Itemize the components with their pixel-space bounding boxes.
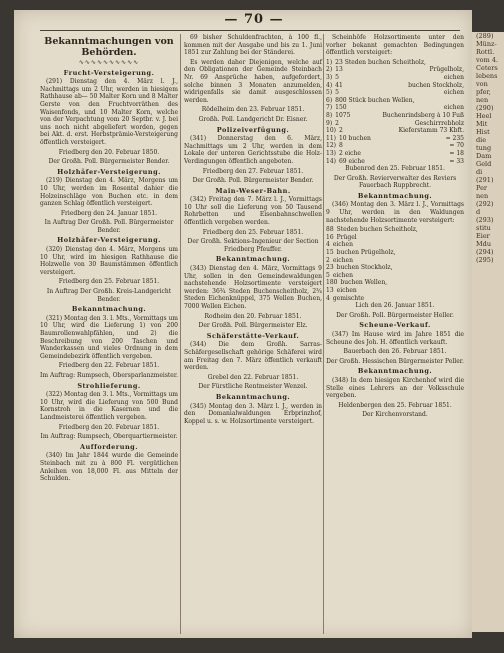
list-item-text: 41 [335, 81, 343, 89]
signature-line: Der Großh. Hessischen Bürgermeister Peller. [326, 357, 464, 365]
adjacent-text-fragment: Rottl. [476, 48, 495, 56]
signature-line: Der Fürstliche Rentmeister Wenzel. [198, 383, 308, 391]
section-title: Bekanntmachungen von Behörden. [44, 36, 174, 58]
list-item [326, 226, 464, 234]
adjacent-page-edge [472, 32, 504, 632]
adjacent-text-fragment: Per [476, 184, 488, 192]
column-2-blocks [184, 34, 322, 425]
notice-paragraph: (342) Freitag den 7. März l. J., Vormittags 10 Uhr soll die Lieferung von 50 Tausend Rohrbetten und Eisenbahnschwellen öffentlich vergeben werden. [184, 196, 322, 227]
list-item [326, 241, 464, 249]
list-item-number: 15 [326, 249, 334, 257]
list-item-text: 10 buchen [338, 134, 371, 142]
list-item [326, 120, 464, 128]
list-item-text: buchen Prügelholz, [336, 249, 396, 257]
signature-line: Friedberg den 25. Februar 1851. [202, 228, 304, 236]
signature-line: Friedberg den 22. Februar 1851. [58, 362, 160, 370]
list-item [326, 112, 464, 120]
column-3 [326, 34, 464, 421]
list-item-text: 800 Stück buchen Wellen, [335, 96, 415, 104]
notice-paragraph: Es werden daher Diejenigen, welche auf den Obligationen der Gemeinde Steinbach Nr. 69 Ansprüche haben, aufgefordert, solche binnen 3 Monaten anzumelden, widrigenfalls sie damit ausgeschlossen werden. [184, 58, 322, 104]
adjacent-text-fragment: d [476, 208, 481, 216]
section-heading: Schäferstätte-Verkauf. [206, 331, 300, 340]
list-item-text: Steden buchen Scheitholz, [336, 226, 418, 234]
list-item-number: 12) [326, 142, 336, 150]
list-item-text: 150 [335, 104, 347, 112]
signature-line: Der Großh. Poll. Bürgermeister Elz. [198, 322, 308, 330]
title-ornament: ∿∿∿∿∿∿∿∿∿∿ [78, 59, 140, 66]
section-heading: Bekanntmachung. [215, 392, 291, 401]
notice-paragraph: Scheinhöfe Holzsortimente unter den vorher bekannt gemachten Bedingungen öffentlich versteigert: [326, 34, 464, 57]
signature-line: Der Großh. Sektions-Ingenieur der Section Friedberg Pfeuffer. [187, 238, 319, 253]
adjacent-text-fragment: nen [476, 192, 489, 200]
adjacent-text-fragment: pfer, [476, 88, 491, 96]
adjacent-text-fragment: Münz- [476, 40, 497, 48]
list-item-detail: Prügelholz, [429, 66, 464, 74]
list-item-text: eichen [332, 271, 353, 279]
notice-paragraph: (320) Dienstag den 4. März, Morgens um 10 Uhr, wird im hiesigen Rathhause die Holzwelle von 30 Baumstämmen öffentlich versteigert. [40, 246, 178, 276]
list-item-detail: buchen Stockholz, [408, 81, 464, 89]
notice-paragraph: (219) Dienstag den 4. März, Morgens um 10 Uhr, werden im Rosental dahier die Holzeinschläge von Buchen etc. in dem ganzen Schlag öffentlich versteigert. [40, 177, 178, 208]
list-item-number: 5) [326, 89, 333, 97]
adjacent-text-fragment: di [476, 168, 483, 176]
adjacent-text-fragment: Heel [476, 112, 492, 120]
notice-paragraph: (340) Im Jahr 1844 wurde die Gemeinde Steinbach mit zu à 800 Fl. vergütlichen Anleihen von 18,000 Fl. aus Mitteln der Schulden. [40, 452, 178, 483]
signature-line: Heldenbergen den 25. Februar 1851. [338, 401, 452, 409]
list-item-number: 7) [326, 104, 333, 112]
signature-line: Friedberg den 25. Februar 1851. [58, 278, 160, 286]
notice-paragraph: (344) Die dem Großh. Sarras-Schäfergesellschaft gehörige Schäferei wird am Freitag den 7. März öffentlich verkauft werden. [184, 341, 322, 372]
list-item [326, 82, 464, 90]
adjacent-text-fragment: lebens [476, 72, 498, 80]
column-2 [184, 34, 322, 427]
list-item-number: 5 [326, 271, 330, 279]
list-item-text: eichen [336, 287, 357, 294]
list-item [326, 74, 464, 82]
section-heading: Aufforderung. [80, 442, 138, 451]
list-item-text: Prügel [336, 233, 357, 241]
notice-paragraph: (343) Dienstag den 4. März, Vormittags 9 Uhr, sollen in den Gemeindewaldungen nachstehende Holzsortimente versteigert werden: 36¾ Steden Buchenscheitholz, 2¾ Steden Eichenknüppel, 375 Wellen Buchen, 7000 Wellen Eichen. [184, 265, 322, 310]
list-item [326, 295, 464, 303]
list-item-number: 2) [326, 66, 333, 74]
list-item-detail: eichen [443, 73, 464, 81]
list-item [326, 264, 464, 272]
list-item [326, 66, 464, 74]
section-heading: Holzhäfer-Versteigerung. [57, 167, 161, 176]
adjacent-text-fragment: die [476, 136, 487, 144]
list-item [326, 59, 464, 67]
list-item-number: 11) [326, 134, 336, 142]
list-item-detail: = 70 [449, 142, 464, 150]
signature-line: Rodheim den 20. Februar 1851. [204, 312, 302, 320]
signature-line: Friedberg den 20. Februar 1850. [58, 148, 160, 156]
section-heading: Polizeiverfügung. [216, 125, 290, 134]
adjacent-text-fragment: (290) [476, 104, 494, 112]
signature-line: Friedberg den 24. Januar 1851. [60, 209, 158, 217]
list-item [326, 135, 464, 143]
list-item-detail: eichen [443, 104, 464, 112]
adjacent-text-fragment: Eier [476, 232, 490, 240]
section-heading: Holzhäfer-Versteigerung. [57, 236, 161, 245]
list-item-number: 4 [326, 241, 330, 249]
list-item-number: 13) [326, 149, 336, 157]
signature-line: Lich den 26. Januar 1851. [355, 302, 435, 310]
column-separator [323, 34, 324, 634]
notice-paragraph: (345) Montag den 3. März l. J., werden in den Domanialwaldungen Erbprinzhof, Koppel u. s. w. Holzsortimente versteigert. [184, 402, 322, 425]
signature-line: Der Kirchenvorstand. [362, 411, 428, 419]
section-heading: Frucht-Versteigerung. [63, 68, 155, 77]
list-item-text: 5 [335, 89, 339, 97]
notice-paragraph: 69 bisher Schuldenfrachten, à 100 fl., kommen mit der Ausgabe und bis zu 1. Juni 1851 zur Zahlung bei der Ständerei. [184, 34, 322, 57]
notice-paragraph: (348) In dem hiesigen Kirchenhof wird die Stelle eines Lehrers an der Volksschule vergeben. [326, 376, 464, 400]
list-item-number: 8) [326, 111, 333, 119]
list-item-number: 23 [326, 264, 334, 272]
signature-line: Der Großh. Poll. Bürgermeister Bender. [48, 158, 170, 166]
signature-line: Der Großh. Revierverwalter des Reviers Fauerbach Ruppbrecht. [333, 174, 457, 190]
list-item-number: 4 [326, 294, 330, 302]
list-item [326, 142, 464, 150]
adjacent-text-fragment: (292) [476, 200, 494, 208]
signature-line: Bauerbach den 26. Februar 1851. [343, 348, 447, 356]
list-item-detail: = 33 [449, 157, 464, 165]
adjacent-page-fragments [472, 32, 504, 264]
list-item-number: 9) [326, 119, 333, 127]
signature-line: In Auftrag Der Großh. Kreis-Landgericht Bender. [46, 288, 172, 303]
list-item-text: buchen Wellen, [340, 279, 388, 287]
list-item-text: 69 eiche [338, 157, 365, 165]
list-item-text: 13 [335, 66, 343, 74]
list-item-number: 14) [326, 157, 336, 165]
section-heading: Main-Weser-Bahn. [215, 186, 291, 195]
list-item [326, 150, 464, 158]
column-1 [40, 34, 178, 485]
section-heading: Scheune-Verkauf. [359, 321, 431, 330]
list-item [326, 272, 464, 280]
notice-paragraph: (347) Im Hause wird im Jahre 1851 die Scheune des Joh. H. öffentlich verkauft. [326, 330, 464, 346]
signature-line: Der Großh. Poll. Bürgermeister Bender. [192, 177, 314, 185]
adjacent-text-fragment: Mit [476, 120, 488, 128]
adjacent-text-fragment: von [476, 80, 488, 88]
adjacent-text-fragment: Dam [476, 152, 492, 160]
signature-line: Großh. Poll. Landgericht Dr. Eisner. [198, 115, 308, 123]
column-separator [180, 34, 181, 634]
section-heading: Bekanntmachung. [357, 367, 433, 376]
list-item-detail: = 18 [449, 149, 464, 157]
section-heading: Strohlieferung. [77, 381, 141, 390]
column-1-blocks [40, 70, 178, 483]
adjacent-text-fragment: Geld [476, 160, 492, 168]
list-item [326, 104, 464, 112]
section-heading: Bekanntmachung. [357, 191, 433, 200]
section-heading: Bekanntmachung. [215, 255, 291, 264]
adjacent-text-fragment: (294) [476, 248, 494, 256]
list-item [326, 249, 464, 257]
list-item [326, 287, 464, 295]
header-rule [40, 30, 460, 31]
adjacent-text-fragment: (293) [476, 216, 494, 224]
notice-paragraph: (291) Dienstag den 4. März l. J., Nachmittags um 2 Uhr, werden in hiesigem Rathhause ab— 50 Malter Korn und 8 Malter Gerste von den Fruchtvorräthen des Waisenfonds, und 10 Malter Korn, welche von der Verpachtung vom 20 Septbr. v. J. bei uns noch nicht abgeliefert worden, gegen bei Akt. d. erst. Herbstprämie-Versteigerung öffentlich versteigert. [40, 78, 178, 146]
list-item-text: eichen [332, 256, 353, 264]
list-item-text: 1075 [335, 111, 351, 119]
page-number: — 70 — [224, 12, 284, 27]
signature-line: Grebel den 22. Februar 1851. [207, 373, 299, 381]
signature-line: Im Auftrag: Rumpsech, Obersparlanzmeister. [40, 371, 178, 379]
list-item-text: buchen Stockholz, [336, 264, 393, 272]
notice-paragraph: (322) Montag den 3. l. Mts., Vormittags um 10 Uhr, wird die Lieferung von 500 Bund Kornstroh in die Kasernen und die Landmeisterei öffentlich vergeben. [40, 391, 178, 421]
list-item [326, 257, 464, 265]
list-item-text: eichen [332, 241, 353, 249]
newspaper-page [14, 10, 472, 638]
list-item-number: 1) [326, 58, 333, 66]
list-item-detail: = 235 [445, 134, 464, 142]
list-item-text: 5 [335, 73, 339, 81]
notice-paragraph: (346) Montag den 3. März l. J., Vormittags 9 Uhr, werden in den Waldungen nachstehende Holzsortimente versteigert: [326, 201, 464, 224]
signature-line: Rödelheim den 23. Februar 1851. [201, 106, 305, 114]
notice-paragraph: (341) Donnerstag den 6. März, Nachmittags um 2 Uhr, werden in dem Lokale der unteren Gerichtsstube die Holz-Verdingungen öffentlich angeboten. [184, 135, 322, 165]
list-item-number: 180 [326, 279, 338, 287]
list-item-number: 3) [326, 73, 333, 81]
list-item [326, 158, 464, 166]
list-item-detail: Geschirrrebholz [414, 119, 464, 127]
list-item-text: 2 [338, 127, 343, 135]
signature-line: Friedberg den 20. Februar 1851. [58, 423, 160, 431]
list-item-number: 4) [326, 81, 333, 89]
list-item [326, 234, 464, 242]
list-item [326, 127, 464, 135]
list-item [326, 97, 464, 105]
list-item-number: 13 [326, 287, 334, 294]
adjacent-text-fragment: Ceters [476, 64, 498, 72]
signature-line: Bubenrod den 25. Februar 1851. [345, 165, 445, 173]
section-heading: Bekanntmachung. [71, 305, 147, 314]
list-item-text: 8 [338, 142, 343, 150]
adjacent-text-fragment: (291) [476, 176, 494, 184]
adjacent-text-fragment: (295) [476, 256, 494, 264]
adjacent-text-fragment: vom 4. [476, 56, 499, 64]
list-item-number: 88 [326, 226, 334, 234]
list-item-number: 2 [326, 256, 330, 264]
adjacent-text-fragment: tung [476, 144, 492, 152]
list-item-text: 23 Steden buchen Scheitholz, [335, 58, 426, 66]
adjacent-text-fragment: Hist [476, 128, 490, 136]
adjacent-text-fragment: Mdu [476, 240, 492, 248]
adjacent-text-fragment: stitu [476, 224, 491, 232]
list-item-text: 2 eiche [338, 149, 361, 157]
list-item-number: 16 [326, 233, 334, 241]
list-item-detail: eichen [443, 89, 464, 97]
list-item [326, 89, 464, 97]
column-3-blocks [326, 34, 464, 419]
adjacent-text-fragment: nen [476, 96, 489, 104]
list-item-number: 6) [326, 96, 333, 104]
adjacent-text-fragment: (289) [476, 32, 494, 40]
signature-line: Im Auftrag: Rumpsech, Oberquartiermeister. [40, 433, 178, 441]
notice-paragraph: (321) Montag den 3. l. Mts., Vormittags um 10 Uhr, wird die Lieferung 1) von 200 Baumrollenwahlpfählen, und 2) die Beschreibung von 200 Taschen und Wanderkassen und vieles Ordnung in dem Gemeindebezirk öffentlich vergeben. [40, 314, 178, 360]
signature-line: In Auftrag Der Großh. Poll. Bürgermeister Bender. [44, 219, 174, 234]
list-item [326, 279, 464, 287]
list-item-detail: Buchenrindsberg à 10 Fuß [382, 111, 464, 119]
list-item-text: 2 [335, 119, 339, 127]
signature-line: Friedberg den 27. Februar 1851. [202, 167, 304, 175]
list-item-number: 10) [326, 127, 336, 135]
signature-line: Der Großh. Poll. Bürgermeister Heller. [336, 311, 454, 319]
list-item-detail: Kieferstamm 73 Kbft. [398, 127, 464, 135]
list-item-text: gemischte [332, 294, 365, 302]
